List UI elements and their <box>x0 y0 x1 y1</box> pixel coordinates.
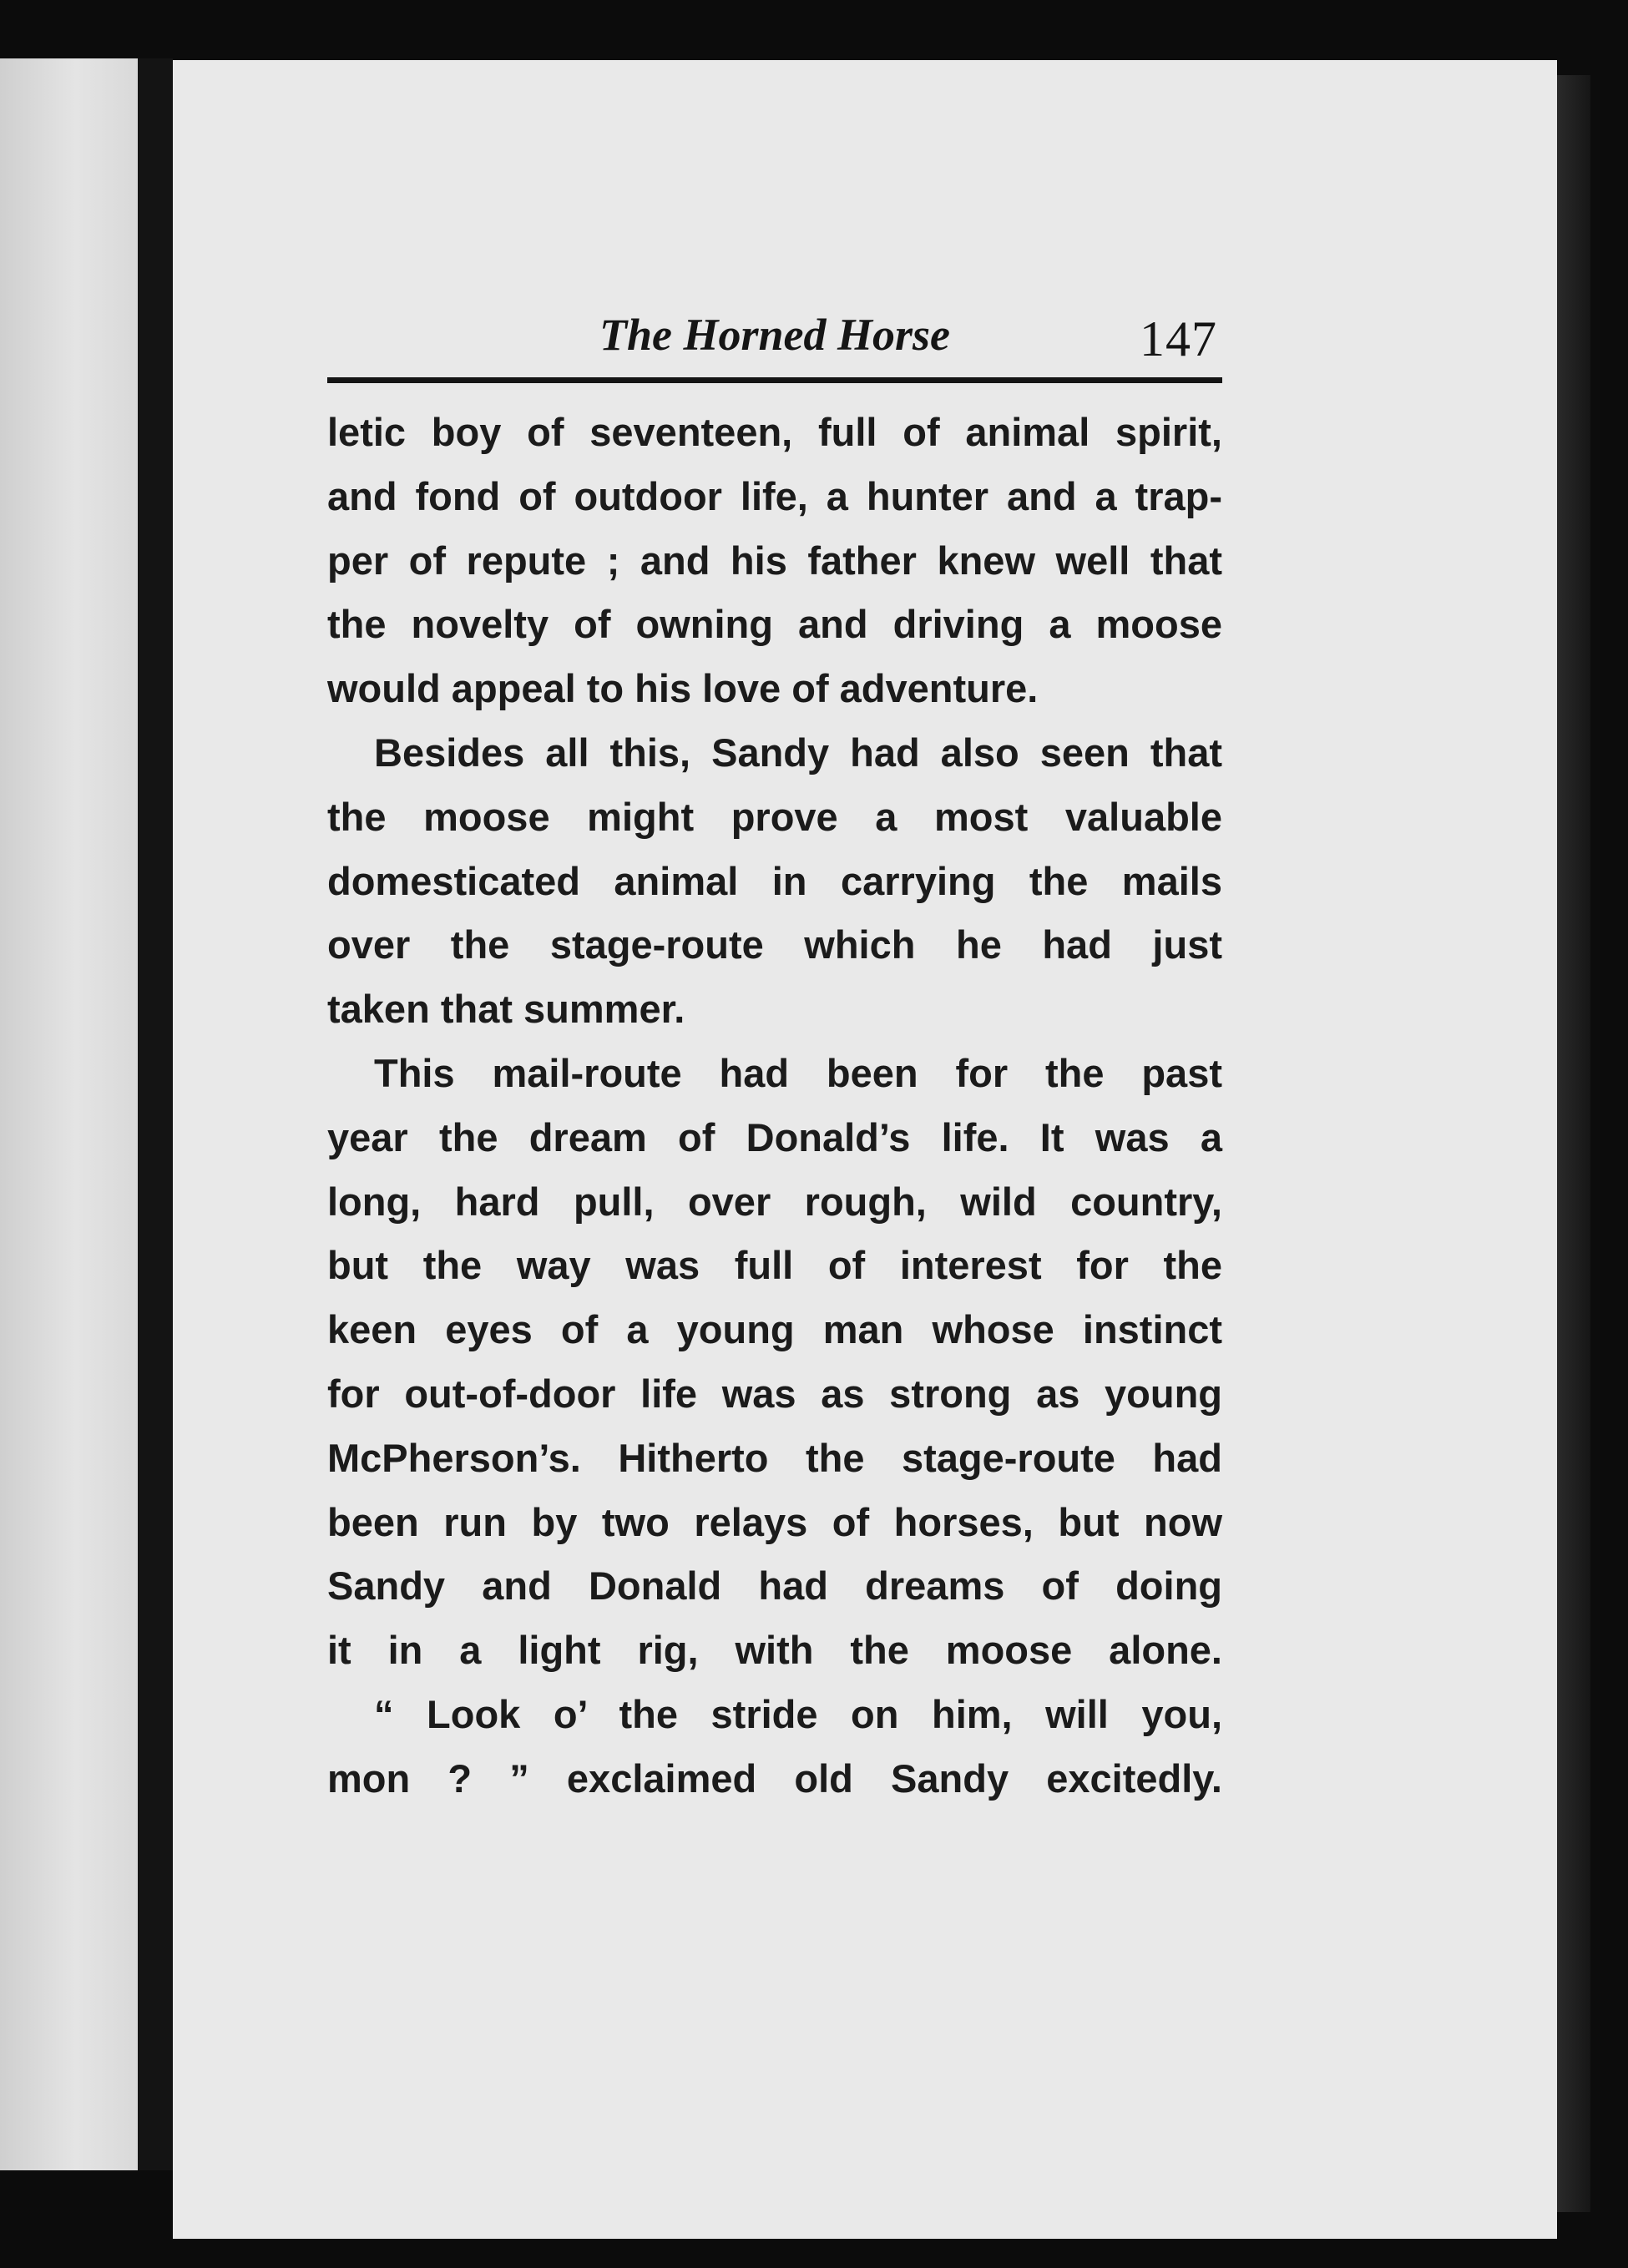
text-line: and fond of outdoor life, a hunter and a trap- <box>327 473 1222 518</box>
book-gutter <box>138 58 173 2170</box>
body-text <box>327 401 1222 1811</box>
text-line: domesticated animal in carrying the mails <box>327 858 1222 903</box>
text-line: McPherson’s. Hitherto the stage-route had <box>327 1435 1222 1480</box>
header-rule <box>327 377 1222 383</box>
text-line: the moose might prove a most valuable <box>327 794 1222 839</box>
text-line: letic boy of seventeen, full of animal spirit, <box>327 410 1222 454</box>
running-title: The Horned Horse <box>599 310 950 360</box>
text-line: “ Look o’ the stride on him, will you, <box>374 1691 1222 1736</box>
facing-page-edge <box>0 58 138 2170</box>
text-line: keen eyes of a young man whose instinct <box>327 1307 1222 1352</box>
text-line: year the dream of Donald’s life. It was a <box>327 1114 1222 1159</box>
page-number: 147 <box>1140 311 1217 366</box>
text-line: the novelty of owning and driving a moose <box>327 602 1222 647</box>
text-line: Sandy and Donald had dreams of doing <box>327 1563 1222 1609</box>
book-spine-edge <box>1557 75 1590 2212</box>
text-line: would appeal to his love of adventure. <box>327 666 1039 711</box>
text-line: long, hard pull, over rough, wild country, <box>327 1179 1222 1224</box>
text-line: been run by two relays of horses, but now <box>327 1499 1222 1544</box>
text-line: per of repute ; and his father knew well that <box>327 538 1222 583</box>
text-line: for out-of-door life was as strong as young <box>327 1371 1222 1416</box>
text-line: but the way was full of interest for the <box>327 1243 1222 1288</box>
text-line: over the stage-route which he had just <box>327 922 1222 967</box>
text-line: it in a light rig, with the moose alone. <box>327 1628 1222 1673</box>
text-line: taken that summer. <box>327 987 685 1032</box>
text-line: This mail-route had been for the past <box>374 1050 1222 1095</box>
text-line: Besides all this, Sandy had also seen that <box>374 730 1222 775</box>
text-line: mon ? ” exclaimed old Sandy excitedly. <box>327 1755 1222 1801</box>
running-header <box>327 307 1222 384</box>
